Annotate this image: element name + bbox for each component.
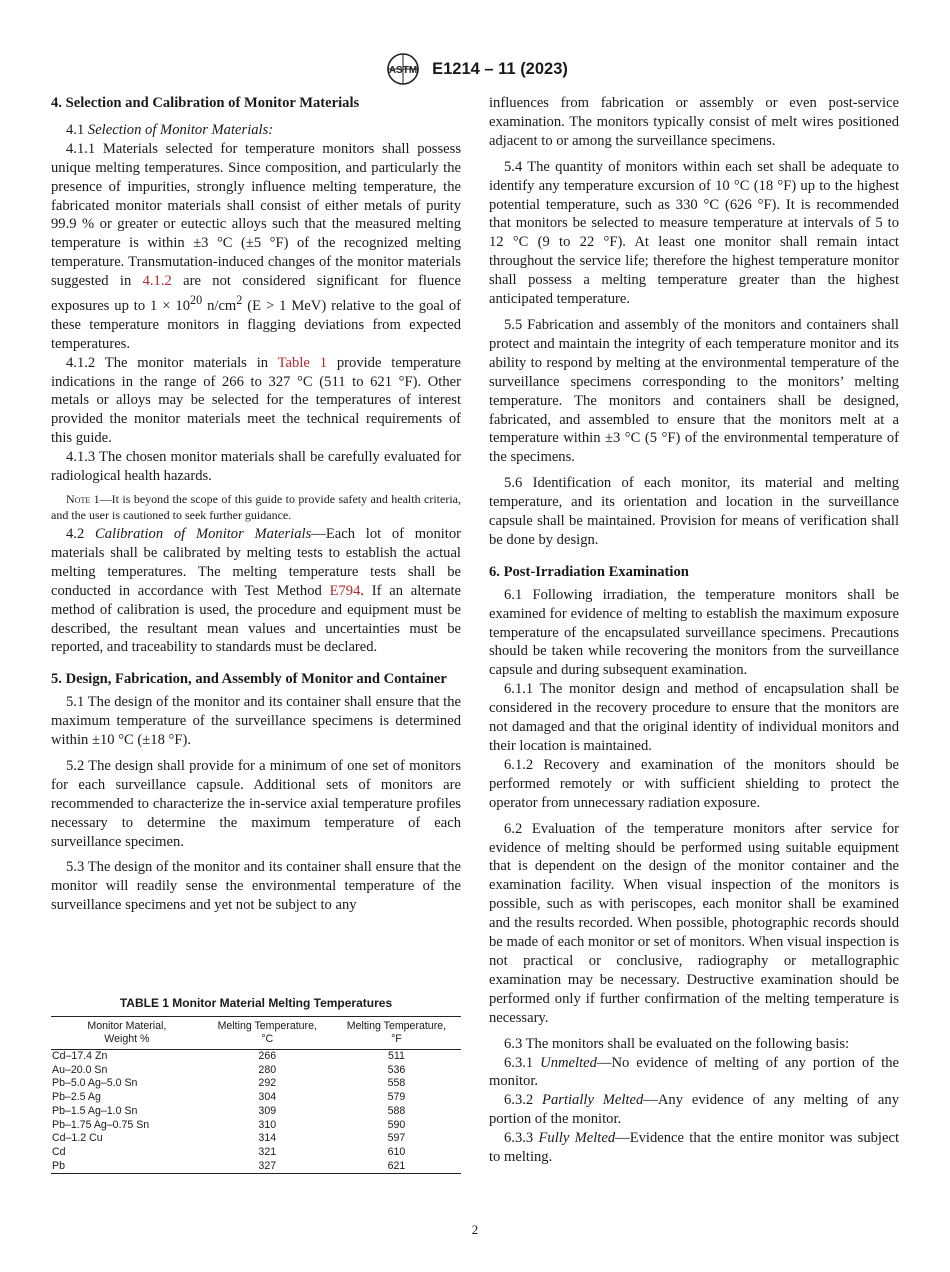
col-header-material: Monitor Material, Weight % — [87, 1020, 167, 1045]
col-header-celsius: Melting Temperature, °C — [217, 1020, 317, 1045]
section-5-heading: 5. Design, Fabrication, and Assembly of Monitor and Container — [51, 671, 447, 688]
table-row: Cd–1.2 Cu 314 597 — [52, 1132, 406, 1145]
paragraph-6-3-1: 6.3.1 Unmelted—No evidence of melting of any portion of the monitor. — [489, 1054, 899, 1090]
melting-temperature-table — [51, 1016, 461, 1174]
paragraph-4-2: 4.2 Calibration of Monitor Materials—Each lot of monitor materials shall be calibrated by melting tests to establish the actual melting temperatures. The melting temperature tests shall be conducted in accordance with Test Method E794. If an alternate method of calibration is used, the procedure and equipment must be described, the resultant mean values and uncertainties must be reported, and traceability to standards must be declared. — [51, 525, 462, 656]
table-row: Cd–17.4 Zn 266 511 — [52, 1050, 405, 1062]
paragraph-5-3-continued: influences from fabrication or assembly or even post-service examination. The monitors typically consist of melt wires positioned adjacent to or among the surveillance specimens. — [489, 95, 899, 149]
paragraph-5-3: 5.3 The design of the monitor and its container shall ensure that the monitor will readily sense the environmental temperature of the surveillance specimens and yet not be subject to any — [51, 859, 461, 914]
paragraph-4-1-2: 4.1.2 The monitor materials in Table 1 provide temperature indications in the range of 266 to 327 °C (511 to 621 °F). Other metals or alloys may be selected for the temperatures of interest provided the monitor materials meet the technical requirements of this guide. — [51, 354, 461, 447]
table-row: Pb–5.0 Ag–5.0 Sn 292 558 — [52, 1077, 406, 1090]
paragraph-5-2: 5.2 The design shall provide for a minimum of one set of monitors for each surveillance capsule. Additional sets of monitors are recommended to characterize the in-service axial temperature profiles necessary to determine the maximum temperature of each surveillance specimen. — [51, 757, 461, 850]
paragraph-5-4: 5.4 The quantity of monitors within each set shall be adequate to identify any temperature excursion of 10 °C (18 °F) up to the highest potential temperature, such as 330 °C (626 °F). It is recommended that monitors be selected to measure temperature at intervals of 5 to 12 °C (9 to 22 °F). At least one monitor shall remain intact throughout the service life; therefore the highest temperature monitor shall possess a melting temperature greater than the highest anticipated temperature. — [489, 158, 899, 308]
paragraph-6-1: 6.1 Following irradiation, the temperature monitors shall be examined for evidence of melting to establish the maximum exposure temperature of the encapsulated surveillance specimens. Precautions should be taken while recovering the monitors from the surveillance capsule and during subsequent examination. — [489, 586, 899, 679]
table-1-caption: TABLE 1 Monitor Material Melting Temperatures — [119, 996, 393, 1010]
paragraph-6-3-2: 6.3.2 Partially Melted—Any evidence of any melting of any portion of the monitor. — [489, 1092, 899, 1128]
paragraph-6-1-1: 6.1.1 The monitor design and method of encapsulation shall be considered in the recovery procedure to ensure that the monitors are not damaged and that the original identity of individual monitors and their location is maintained. — [489, 681, 899, 754]
ref-e794[interactable]: E794 — [329, 582, 361, 599]
page-header — [0, 52, 950, 86]
paragraph-5-5: 5.5 Fabrication and assembly of the monitors and containers shall protect and maintain the integrity of each temperature monitor and its ability to respond by melting at the environmental temperature of the surveillance specimens corresponding to the monitors’ melting temperature. The monitors and containers shall be designed, fabricated, and assembled to ensure that the monitors melt at a temperature within ±3 °C (5 °F) of the environmental temperature of the specimens. — [489, 316, 899, 466]
left-column — [51, 94, 461, 915]
note-1: Note 1—It is beyond the scope of this guide to provide safety and health criteria, and the user is cautioned to seek further guidance. — [51, 491, 461, 522]
paragraph-4-1: 4.1 Selection of Monitor Materials: — [66, 121, 274, 138]
document-id: E1214 – 11 (2023) — [432, 59, 568, 78]
table-header-row — [51, 1017, 461, 1050]
section-4-heading: 4. Selection and Calibration of Monitor Materials — [51, 95, 360, 111]
table-row: Pb–1.75 Ag–0.75 Sn 310 590 — [52, 1118, 406, 1131]
paragraph-4-1-3: 4.1.3 The chosen monitor materials shall be carefully evaluated for radiological health hazards. — [51, 449, 461, 485]
table-row: Pb 327 621 — [51, 1160, 461, 1174]
right-column — [489, 94, 899, 1167]
paragraph-6-2: 6.2 Evaluation of the temperature monitors after service for evidence of melting should be performed using suitable equipment that is dependent on the design of the monitor container and the examination facility. When visual inspection of the monitors is possible, such as with periscopes, each monitor shall be examined and the results recorded. When possible, photographic records should be made of each monitor or set of monitors. When visual inspection is not practical or conclusive, radiography or metallographic examination may be necessary. Destructive examination should be performed only if further confirmation of the melting temperature is necessary. — [489, 820, 899, 1026]
paragraph-5-1: 5.1 The design of the monitor and its container shall ensure that the maximum temperature of the surveillance specimens is determined within ±10 °C (±18 °F). — [51, 694, 461, 749]
paragraph-6-1-2: 6.1.2 Recovery and examination of the monitors should be performed remotely or with sufficient shielding to protect the operator from unnecessary radiation exposure. — [489, 756, 899, 811]
paragraph-6-3: 6.3 The monitors shall be evaluated on the following basis: — [504, 1035, 850, 1052]
table-row: Au–20.0 Sn 280 536 — [52, 1063, 406, 1076]
table-row: Cd 321 610 — [52, 1145, 406, 1158]
col-header-fahrenheit: Melting Temperature, °F — [346, 1020, 447, 1045]
paragraph-5-6: 5.6 Identification of each monitor, its material and melting temperature, and its orientation and location in the surveillance capsule shall be maintained. Provision for means of verification shall be done by design. — [489, 475, 899, 548]
table-1 — [51, 996, 461, 1174]
ref-4-1-2[interactable]: 4.1.2 — [142, 273, 172, 290]
section-6-heading: 6. Post-Irradiation Examination — [489, 563, 689, 580]
table-row: Pb–2.5 Ag 304 579 — [52, 1091, 406, 1104]
paragraph-6-3-3: 6.3.3 Fully Melted—Evidence that the entire monitor was subject to melting. — [489, 1130, 899, 1166]
table-row: Pb–1.5 Ag–1.0 Sn 309 588 — [52, 1104, 406, 1117]
ref-table-1[interactable]: Table 1 — [277, 354, 328, 371]
page-number: 2 — [471, 1222, 479, 1237]
paragraph-4-1-1: 4.1.1 Materials selected for temperature monitors shall possess unique melting temperatures. Since composition, and particularly the presence of impurities, strongly influence melting temperature, the fabricated monitor materials shall consist of either metals of purity 99.9 % or greater or eutectic alloys such that the measured melting temperature is within ±3 °C (±5 °F) of the recognized melting temperature. Transmutation-induced changes of the monitor materials suggested in 4.1.2 are not considered significant for fluence exposures up to $1 \times 10^{20}$ $n/cm^2$ (E > 1 MeV) relative to the goal of these temperature monitors in flagging deviations from expected temperatures. — [51, 140, 462, 352]
astm-logo-icon — [382, 52, 424, 86]
astm-logo-text: ASTM — [388, 65, 418, 76]
